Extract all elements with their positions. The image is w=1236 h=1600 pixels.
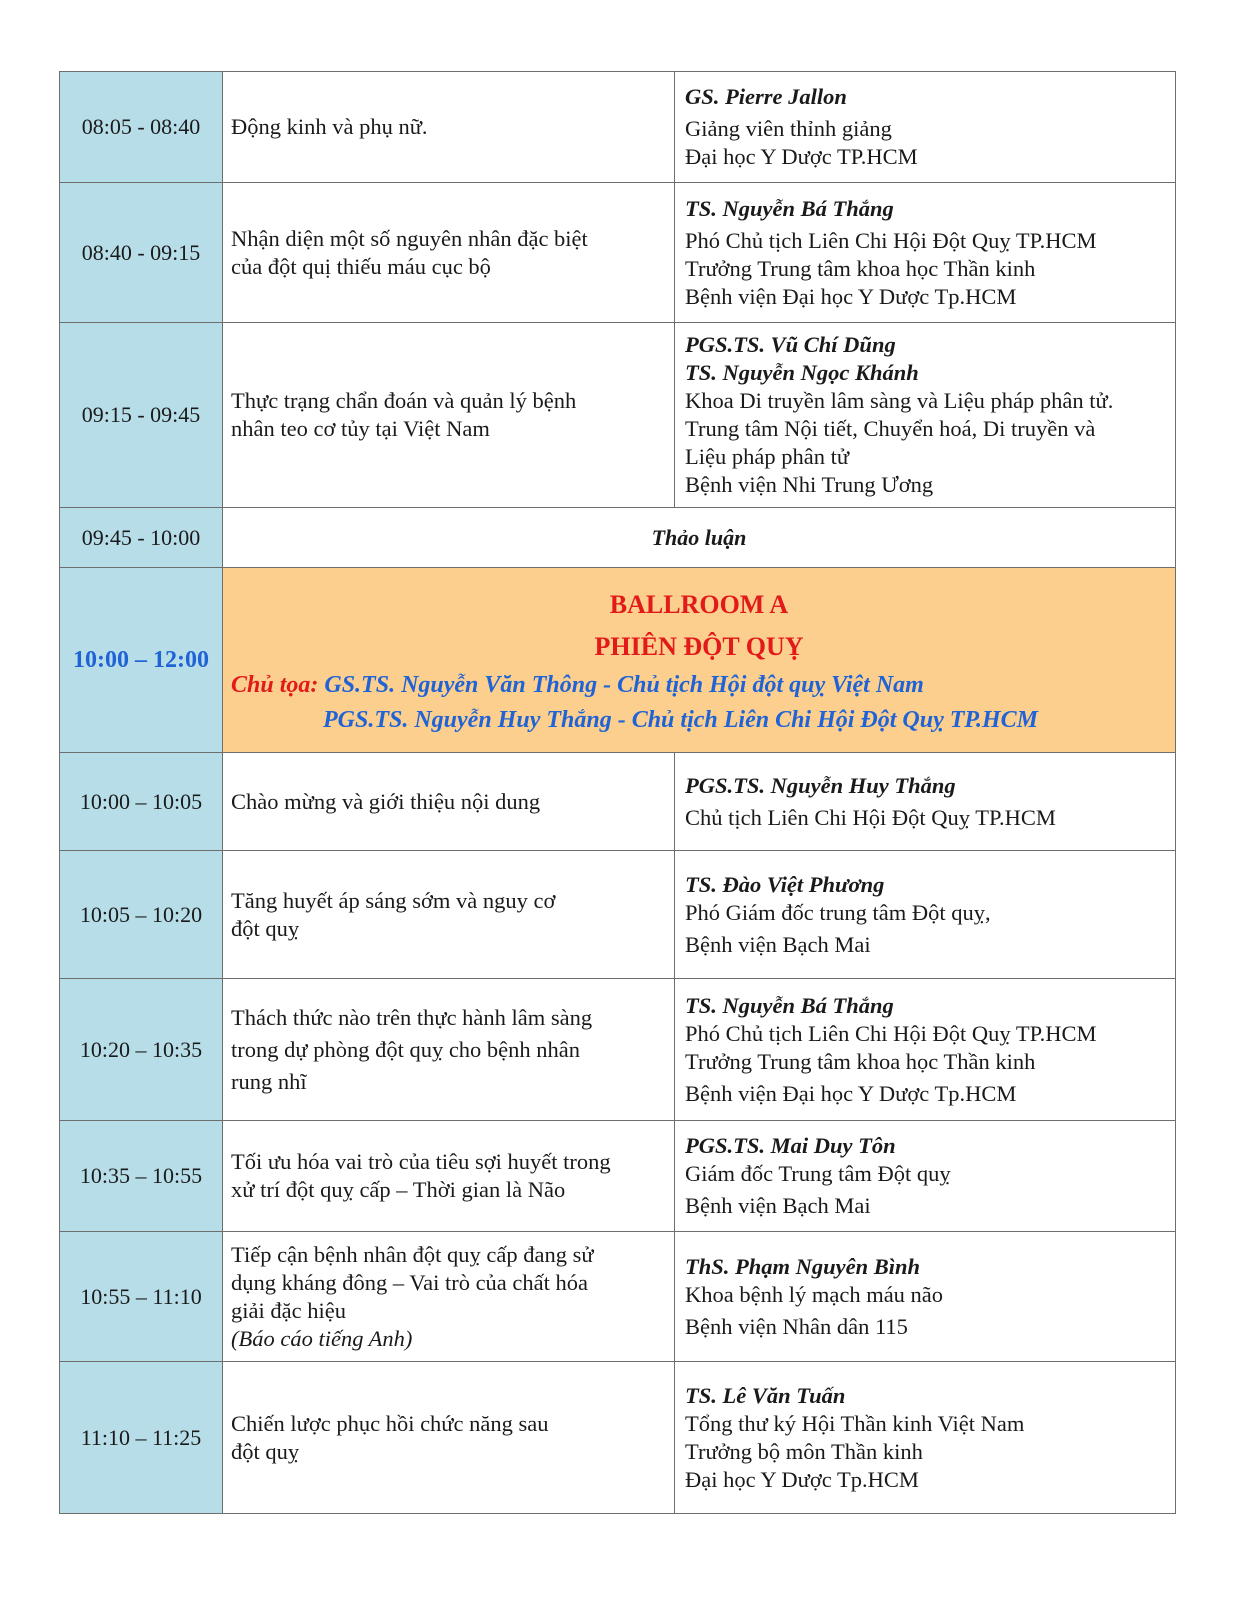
session-time: 10:00 – 12:00	[60, 568, 223, 753]
topic-line: đột quỵ	[231, 915, 300, 941]
speaker-affiliation: Tổng thư ký Hội Thần kinh Việt Nam	[685, 1410, 1025, 1436]
speaker-cell	[675, 1232, 1176, 1362]
speaker-cell	[675, 183, 1176, 323]
agenda-row	[60, 979, 1176, 1121]
agenda-row	[60, 323, 1176, 508]
speaker-affiliation: Phó Chủ tịch Liên Chi Hội Đột Quỵ TP.HCM	[685, 227, 1097, 253]
topic-line: Động kinh và phụ nữ.	[231, 114, 428, 139]
speaker-affiliation: Bệnh viện Bạch Mai	[685, 931, 871, 957]
speaker-cell	[675, 1362, 1176, 1514]
time-cell: 11:10 – 11:25	[60, 1362, 223, 1514]
discussion-row	[60, 508, 1176, 568]
speaker-affiliation: Trưởng bộ môn Thần kinh	[685, 1438, 923, 1464]
speaker-name: GS. Pierre Jallon	[685, 84, 847, 109]
session-row	[60, 568, 1176, 753]
speaker-affiliation: Giám đốc Trung tâm Đột quỵ	[685, 1161, 951, 1186]
topic-line: Thực trạng chẩn đoán và quản lý bệnh	[231, 388, 577, 413]
time-cell: 08:05 - 08:40	[60, 72, 223, 183]
speaker-name: TS. Đào Việt Phương	[685, 871, 885, 897]
discussion-label: Thảo luận	[223, 508, 1176, 568]
speaker-name: TS. Lê Văn Tuấn	[685, 1382, 846, 1408]
time-cell: 08:40 - 09:15	[60, 183, 223, 323]
topic-cell	[223, 753, 675, 851]
topic-line: Nhận diện một số nguyên nhân đặc biệt	[231, 225, 588, 251]
chair-name: GS.TS. Nguyễn Văn Thông - Chủ tịch Hội đột quỵ Việt Nam	[324, 672, 924, 698]
speaker-name: TS. Nguyễn Bá Thắng	[685, 992, 894, 1018]
speaker-name: TS. Nguyễn Ngọc Khánh	[685, 360, 919, 385]
time-cell: 10:05 – 10:20	[60, 851, 223, 979]
topic-line: của đột quị thiếu máu cục bộ	[231, 253, 491, 279]
session-chair-line	[231, 668, 1167, 703]
speaker-name: PGS.TS. Vũ Chí Dũng	[685, 332, 896, 357]
topic-cell	[223, 72, 675, 183]
time-cell: 10:55 – 11:10	[60, 1232, 223, 1362]
speaker-affiliation: Phó Giám đốc trung tâm Đột quỵ,	[685, 899, 991, 925]
speaker-affiliation: Đại học Y Dược TP.HCM	[685, 144, 918, 169]
agenda-row	[60, 1362, 1176, 1514]
topic-line: rung nhĩ	[231, 1068, 307, 1094]
topic-line: xử trí đột quỵ cấp – Thời gian là Não	[231, 1177, 566, 1202]
speaker-affiliation: Giảng viên thỉnh giảng	[685, 116, 892, 141]
topic-cell	[223, 979, 675, 1121]
speaker-affiliation: Bệnh viện Đại học Y Dược Tp.HCM	[685, 283, 1017, 309]
session-chair-line	[231, 703, 1167, 738]
session-header	[223, 568, 1176, 753]
topic-line: Thách thức nào trên thực hành lâm sàng	[231, 1004, 593, 1030]
agenda-row	[60, 1121, 1176, 1232]
speaker-affiliation: Khoa Di truyền lâm sàng và Liệu pháp phân tử.	[685, 388, 1114, 413]
agenda-row	[60, 1232, 1176, 1362]
chair-label: Chủ tọa:	[231, 672, 319, 698]
topic-line: trong dự phòng đột quỵ cho bệnh nhân	[231, 1036, 581, 1062]
topic-line: Tăng huyết áp sáng sớm và nguy cơ	[231, 887, 556, 913]
speaker-affiliation: Liệu pháp phân tử	[685, 444, 850, 469]
session-room: BALLROOM A	[609, 590, 789, 619]
speaker-cell	[675, 1121, 1176, 1232]
speaker-affiliation: Trưởng Trung tâm khoa học Thần kinh	[685, 255, 1036, 281]
time-cell: 10:35 – 10:55	[60, 1121, 223, 1232]
speaker-cell	[675, 323, 1176, 508]
agenda-row	[60, 851, 1176, 979]
topic-cell	[223, 851, 675, 979]
speaker-affiliation: Bệnh viện Đại học Y Dược Tp.HCM	[685, 1080, 1017, 1106]
speaker-cell	[675, 851, 1176, 979]
topic-cell	[223, 183, 675, 323]
speaker-name: PGS.TS. Nguyễn Huy Thắng	[685, 772, 956, 798]
speaker-affiliation: Đại học Y Dược Tp.HCM	[685, 1466, 919, 1492]
topic-cell	[223, 1362, 675, 1514]
time-cell: 10:00 – 10:05	[60, 753, 223, 851]
topic-note: (Báo cáo tiếng Anh)	[231, 1325, 413, 1351]
topic-line: nhân teo cơ tủy tại Việt Nam	[231, 416, 490, 441]
agenda-row	[60, 72, 1176, 183]
speaker-affiliation: Bệnh viện Nhân dân 115	[685, 1313, 908, 1339]
topic-line: Tối ưu hóa vai trò của tiêu sợi huyết trong	[231, 1149, 611, 1174]
topic-line: Chiến lược phục hồi chức năng sau	[231, 1410, 549, 1436]
speaker-cell	[675, 72, 1176, 183]
topic-line: Chào mừng và giới thiệu nội dung	[231, 788, 541, 814]
topic-cell	[223, 1121, 675, 1232]
speaker-name: TS. Nguyễn Bá Thắng	[685, 195, 894, 221]
topic-line: giải đặc hiệu	[231, 1297, 346, 1323]
agenda-row	[60, 183, 1176, 323]
chair-name: PGS.TS. Nguyễn Huy Thắng - Chủ tịch Liên Chi Hội Đột Quỵ TP.HCM	[323, 707, 1038, 733]
topic-line: đột quỵ	[231, 1438, 300, 1464]
speaker-name: ThS. Phạm Nguyên Bình	[685, 1253, 921, 1279]
topic-line: dụng kháng đông – Vai trò của chất hóa	[231, 1269, 589, 1295]
speaker-affiliation: Trưởng Trung tâm khoa học Thần kinh	[685, 1048, 1036, 1074]
session-title: PHIÊN ĐỘT QUỴ	[594, 632, 804, 661]
speaker-affiliation: Chủ tịch Liên Chi Hội Đột Quỵ TP.HCM	[685, 804, 1056, 830]
speaker-affiliation: Bệnh viện Bạch Mai	[685, 1193, 871, 1218]
agenda-table	[59, 71, 1176, 1514]
topic-line: Tiếp cận bệnh nhân đột quỵ cấp đang sử	[231, 1241, 594, 1267]
speaker-cell	[675, 979, 1176, 1121]
speaker-affiliation: Phó Chủ tịch Liên Chi Hội Đột Quỵ TP.HCM	[685, 1020, 1097, 1046]
time-cell: 10:20 – 10:35	[60, 979, 223, 1121]
agenda-row	[60, 753, 1176, 851]
speaker-affiliation: Trung tâm Nội tiết, Chuyển hoá, Di truyền và	[685, 416, 1096, 441]
speaker-cell	[675, 753, 1176, 851]
time-cell: 09:45 - 10:00	[60, 508, 223, 568]
topic-cell	[223, 323, 675, 508]
speaker-affiliation: Khoa bệnh lý mạch máu não	[685, 1281, 944, 1307]
speaker-affiliation: Bệnh viện Nhi Trung Ương	[685, 472, 934, 497]
speaker-name: PGS.TS. Mai Duy Tôn	[685, 1133, 896, 1158]
topic-cell	[223, 1232, 675, 1362]
time-cell: 09:15 - 09:45	[60, 323, 223, 508]
